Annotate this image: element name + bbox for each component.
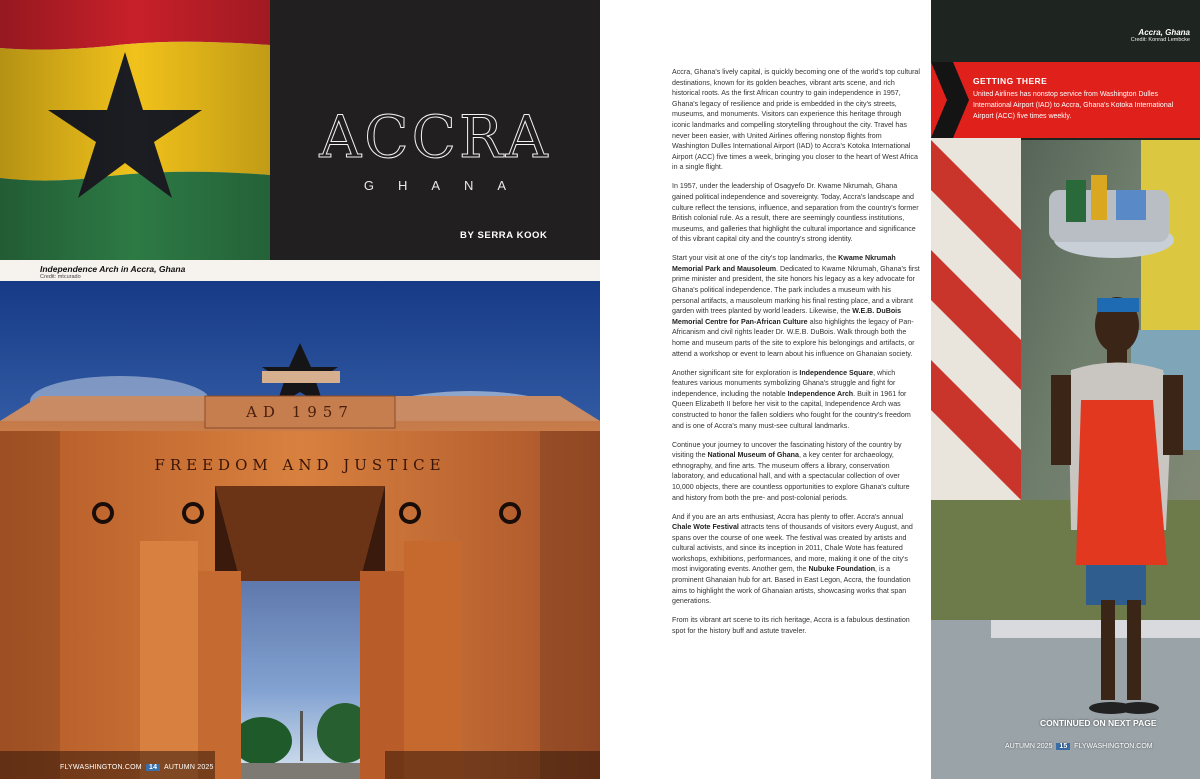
paragraph-text: . Dedicated to Kwame Nkrumah, Ghana's first prime minister and president, the site honors his legacy as a key advocate for Ghana's political independence. The park includes a museum with his personal artifacts, a mausoleum marking his final resting place, and a vibrant garden with trees planted by world leaders. Likewise, the: [672, 264, 920, 316]
highlight-landmark: Chale Wote Festival: [672, 523, 739, 532]
independence-arch-photo: [0, 281, 600, 779]
arch-caption-title: Independence Arch in Accra, Ghana: [40, 264, 186, 274]
left-page-footer: [60, 764, 214, 771]
paragraph-text: Another significant site for exploration is: [672, 368, 800, 377]
article-title: ACCRA: [319, 103, 551, 171]
highlight-landmark: Independence Arch: [787, 389, 854, 398]
highlight-landmark: Independence Square: [799, 368, 874, 377]
right-page-number: 15: [1056, 743, 1070, 750]
paragraph: [672, 440, 920, 504]
photo-caption-title: Accra, Ghana: [1138, 28, 1190, 37]
paragraph: [672, 67, 920, 173]
paragraph: [672, 181, 920, 245]
article-body: [672, 67, 920, 645]
paragraph: [672, 368, 920, 432]
article-subtitle: GHANA: [363, 178, 531, 193]
highlight-landmark: W.E.B. DuBois Memorial Centre for Pan-African Culture: [672, 307, 902, 326]
arch-motto-text: FREEDOM AND JUSTICE: [154, 456, 446, 474]
paragraph-text: also highlights the legacy of Pan-Africanism and civil rights leader Dr. W.E.B. DuBois. Walk through both the home and museum parts of the site to explore his belongings and artifacts, or attend a workshop or event to learn about his influence on Ghanaian society.: [672, 317, 915, 358]
right-page-footer: [1005, 743, 1153, 750]
ghana-flag-image: [0, 0, 270, 260]
right-footer-season: AUTUMN 2025: [1005, 743, 1053, 750]
paragraph-text: Accra, Ghana's lively capital, is quickly becoming one of the world's top cultural destinations, known for its golden beaches, vibrant arts scene, and rich historical roots. As the first African country to gain independence in 1957, Ghana's legacy of resilience and pride is embedded in the city's streets, museums, and monuments. Visitors can experience this heritage through iconic landmarks and compelling storytelling throughout the city. Travel has never been easier, with United Airlines offering nonstop flights from Washington Dulles International Airport (IAD) to Accra's Kotoka International Airport (ACC) five times a week, bringing you closer to the heart of West Africa in a single flight.: [672, 68, 920, 172]
paragraph-text: Start your visit at one of the city's top landmarks, the: [672, 254, 839, 263]
getting-there-heading: GETTING THERE: [973, 76, 1048, 86]
highlight-landmark: Nubuke Foundation: [808, 565, 876, 574]
byline: BY SERRA KOOK: [460, 230, 548, 241]
photo-caption-credit: Credit: Konrad Lembcke: [1130, 37, 1190, 43]
highlight-landmark: National Museum of Ghana: [707, 451, 799, 460]
paragraph-text: Continue your journey to uncover the fascinating history of the country by visiting the: [672, 440, 902, 460]
paragraph-text: , a key center for archaeology, ethnography, and fine arts. The museum offers a library, conservation laboratory, and educational hall, and with a spectacular collection of over 10,000 objects, there are countless opportunities to explore Ghana's culture and history from both the pre- and post-colonial periods.: [672, 451, 910, 502]
paragraph: [672, 253, 920, 359]
arch-year-text: AD 1957: [246, 403, 354, 421]
paragraph-text: From its vibrant art scene to its rich heritage, Accra is a fabulous destination spot for the history buff and astute traveler.: [672, 616, 910, 635]
getting-there-text: United Airlines has nonstop service from Washington Dulles International Airport (IAD) to Accra, Ghana's Kotoka International Airport (ACC) five times weekly.: [973, 91, 1174, 120]
paragraph-text: , is a prominent Ghanaian hub for art. Based in East Legon, Accra, the foundation aims to highlight the work of Ghanaian artists, showcasing works that span generations.: [672, 565, 911, 606]
paragraph-text: , which features various monuments symbolizing Ghana's struggle and fight for independence, including the notable: [672, 368, 896, 398]
left-page-number: 14: [146, 764, 160, 771]
highlight-landmark: Kwame Nkrumah Memorial Park and Mausoleum: [672, 254, 896, 273]
right-footer-site: FLYWASHINGTON.COM: [1074, 743, 1153, 750]
left-footer-site: FLYWASHINGTON.COM: [60, 764, 142, 771]
paragraph-text: And if you are an arts enthusiast, Accra has plenty to offer. Accra's annual: [672, 512, 904, 521]
paragraph-text: . Built in 1961 for Queen Elizabeth II before her visit to the capital, Independence Arch was constructed to honor the fallen soldiers who fought for the country's freedom and is one of Accra's many must-see cultural landmarks.: [672, 389, 911, 430]
left-footer-season: AUTUMN 2025: [163, 764, 214, 771]
paragraph-text: In 1957, under the leadership of Osagyefo Dr. Kwame Nkrumah, Ghana gained political independence and sovereignty. Today, Accra's landscape and culture reflect the tensions, influence, and separation from the country's former British colonial rule. As a result, there are seemingly countless institutions, museums, and galleries that highlight the cultural importance and significance of this vibrant capital city and the country's strong identity.: [672, 182, 919, 244]
paragraph-text: attracts tens of thousands of visitors every August, and spans over the course of one week. The festival was created by artists and cultural activists, and since its inception in 2011, Chale Wote has featured workshops, exhibitions, performances, and more, making it one of the city's most invigorating events. Another gem, the: [672, 523, 913, 574]
continued-on-next-page: CONTINUED ON NEXT PAGE: [1040, 718, 1157, 728]
paragraph: [672, 615, 920, 636]
paragraph: [672, 512, 920, 607]
arch-caption-credit: Credit: mtcurado: [40, 274, 81, 280]
